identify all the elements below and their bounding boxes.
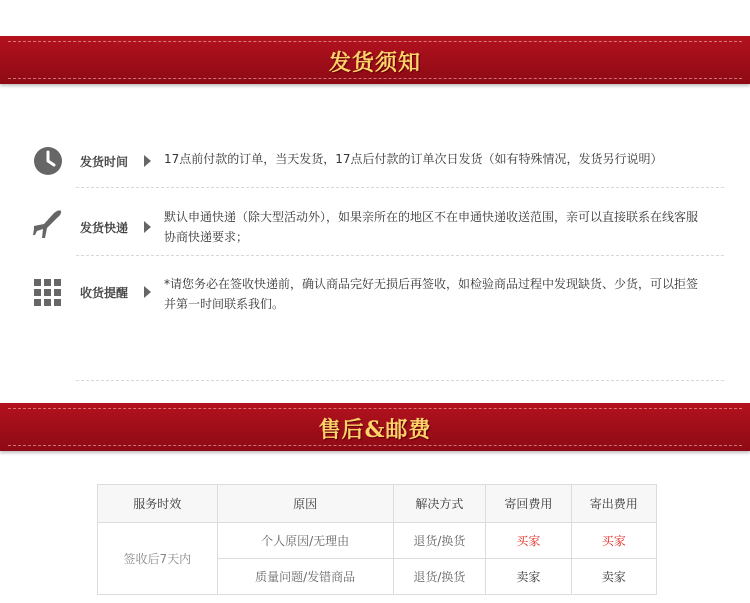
header-return-fee: 寄回费用 [486, 485, 571, 523]
divider [76, 255, 724, 256]
shipping-time-label: 发货时间 [80, 155, 129, 169]
return-fee-cell: 买家 [486, 523, 571, 559]
header-reason: 原因 [217, 485, 393, 523]
aftersale-banner [0, 403, 750, 451]
reason-cell: 个人原因/无理由 [217, 523, 393, 559]
solution-cell: 退货/换货 [393, 559, 485, 595]
fee-table [97, 484, 657, 595]
shipping-time-text: 17点前付款的订单，当天发货，17点后付款的订单次日发货（如有特殊情况，发货另行说明） [164, 152, 663, 166]
shipping-banner [0, 36, 750, 84]
grid-icon [32, 276, 64, 308]
header-service-period: 服务时效 [98, 485, 218, 523]
receipt-reminder-text: *请您务必在签收快递前，确认商品完好无损后再签收，如检验商品过程中发现缺货、少货，可以拒签并第一时间联系我们。 [164, 277, 699, 311]
send-fee-cell: 买家 [571, 523, 656, 559]
arrow-right-icon [144, 221, 151, 233]
clock-icon [32, 145, 64, 177]
receipt-reminder-label: 收货提醒 [80, 286, 129, 300]
table-row [98, 523, 657, 559]
header-solution: 解决方式 [393, 485, 485, 523]
arrow-right-icon [144, 286, 151, 298]
solution-cell: 退货/换货 [393, 523, 485, 559]
airplane-icon [32, 207, 64, 239]
aftersale-banner-title: 售后&邮费 [318, 417, 432, 443]
divider [76, 380, 724, 381]
send-fee-cell: 卖家 [571, 559, 656, 595]
return-fee-cell: 卖家 [486, 559, 571, 595]
courier-label: 发货快递 [80, 221, 129, 235]
divider [76, 187, 724, 188]
arrow-right-icon [144, 155, 151, 167]
courier-text: 默认申通快递（除大型活动外），如果亲所在的地区不在申通快递收送范围，亲可以直接联系在线客服协商快递要求； [164, 210, 699, 244]
fee-table-header [98, 485, 657, 523]
reason-cell: 质量问题/发错商品 [217, 559, 393, 595]
service-period-cell: 签收后7天内 [98, 523, 218, 595]
shipping-banner-title: 发货须知 [328, 50, 421, 76]
header-send-fee: 寄出费用 [571, 485, 656, 523]
